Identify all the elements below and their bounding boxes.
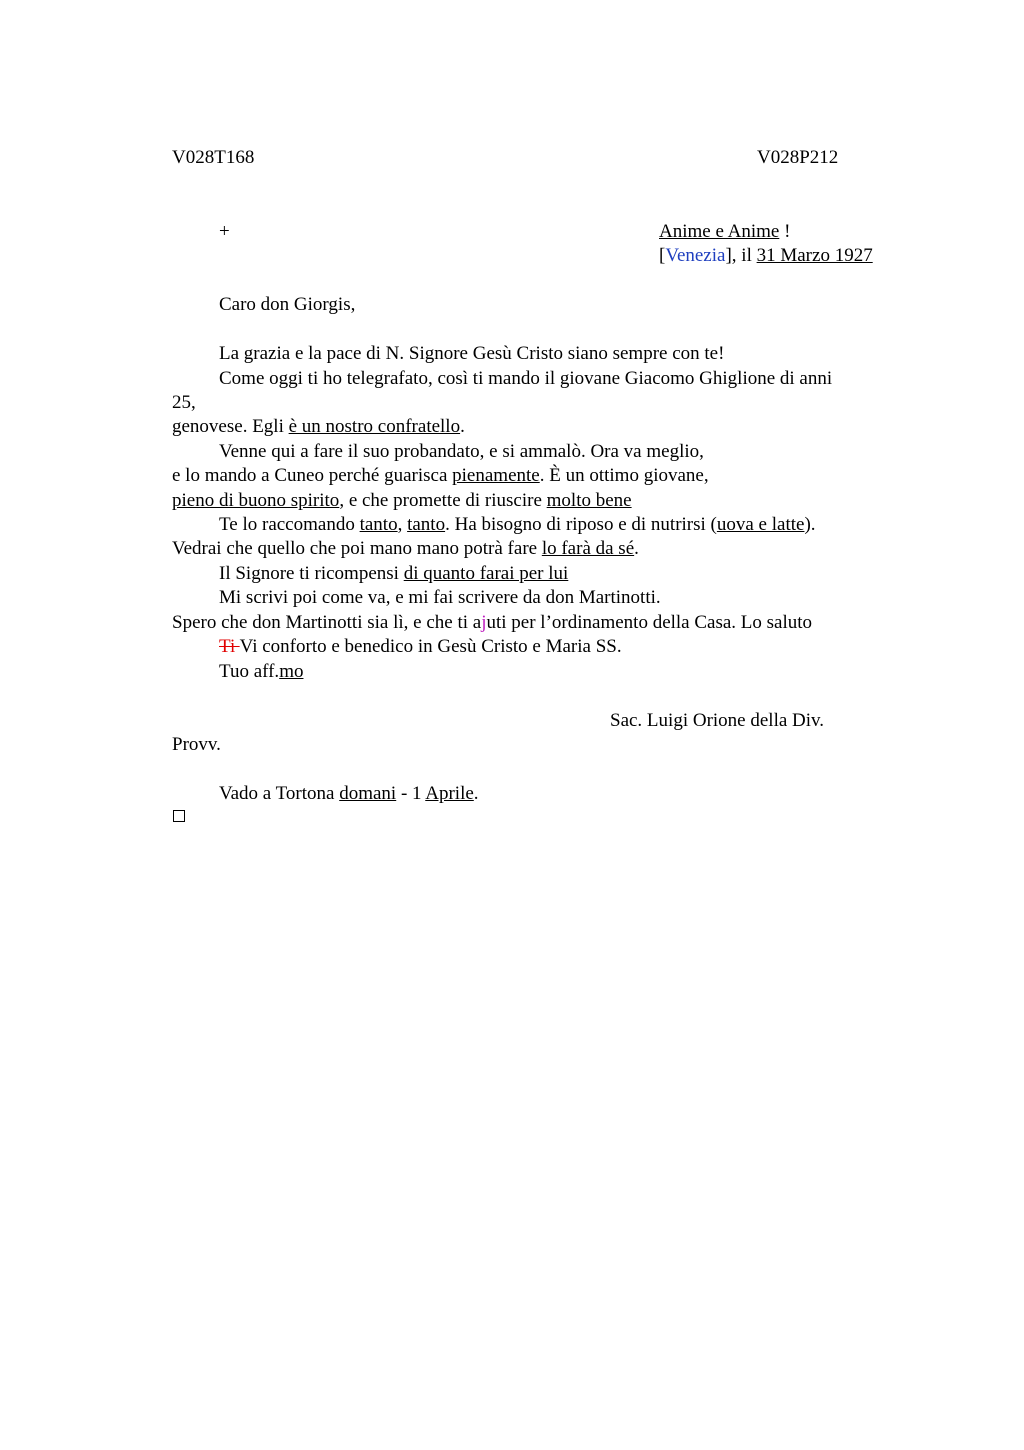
text: , (397, 514, 408, 535)
signature-line-2: Provv. (172, 734, 221, 755)
place-name: Venezia (665, 245, 726, 266)
text: ). (804, 514, 816, 535)
body-line-7 (172, 489, 632, 513)
body-line-12 (172, 611, 812, 635)
text: Vi conforto e benedico in Gesù Cristo e Maria SS. (239, 636, 622, 657)
body-line-8 (219, 513, 816, 537)
motto (659, 220, 790, 244)
text: . È un ottimo giovane, (539, 465, 709, 486)
text: . (634, 538, 639, 559)
signature-line-1: Sac. Luigi Orione della Div. (610, 710, 825, 731)
underlined-text: mo (279, 661, 304, 682)
text: Tuo aff. (219, 661, 280, 682)
body-line-1: La grazia e la pace di N. Signore Gesù Cristo siano sempre con te! (219, 343, 725, 364)
text: e lo mando a Cuneo perché guarisca (172, 465, 453, 486)
bracket-close: ], il (725, 245, 757, 266)
text: Il Signore ti ricompensi (219, 563, 404, 584)
body-line-14 (219, 660, 303, 684)
underlined-text: uova e latte (716, 514, 805, 535)
page-code-left: V028T168 (172, 147, 255, 168)
motto-punct: ! (779, 221, 791, 242)
body-line-4 (172, 415, 465, 439)
underlined-text: pienamente (452, 465, 540, 486)
underlined-text: domani (339, 783, 397, 804)
cross-mark: + (219, 221, 230, 242)
underlined-text: molto bene (546, 490, 632, 511)
inserted-letter: j (481, 612, 487, 633)
underlined-text: lo farà da sé (541, 538, 635, 559)
text: Vado a Tortona (219, 783, 340, 804)
body-line-6 (172, 464, 709, 488)
text: Spero che don Martinotti sia lì, e che ti a (172, 612, 482, 633)
text: . (460, 416, 465, 437)
body-line-13 (219, 635, 622, 659)
underlined-text: è un nostro confratello (288, 416, 461, 437)
struck-text: Ti (219, 636, 240, 657)
text: Vedrai che quello che poi mano mano potrà fare (172, 538, 542, 559)
postscript (219, 782, 479, 806)
bracket-open: [ (659, 245, 666, 266)
body-line-10 (219, 562, 568, 586)
text: genovese. Egli (172, 416, 289, 437)
salutation: Caro don Giorgis, (219, 294, 356, 315)
underlined-text: di quanto farai per lui (403, 563, 569, 584)
text: uti per l’ordinamento della Casa. Lo saluto (486, 612, 813, 633)
text: . (473, 783, 479, 804)
page-code-right: V028P212 (757, 147, 839, 168)
body-line-2: Come oggi ti ho telegrafato, così ti mando il giovane Giacomo Ghiglione di anni (219, 368, 833, 389)
text: , e che promette di riuscire (339, 490, 547, 511)
motto-text: Anime e Anime (659, 221, 780, 242)
letter-date: 31 Marzo 1927 (756, 245, 873, 266)
text: . Ha bisogno di riposo e di nutrirsi ( (445, 514, 717, 535)
text: Te lo raccomando (219, 514, 360, 535)
body-line-3: 25, (172, 392, 196, 413)
underlined-text: Aprile (425, 783, 474, 804)
end-square-icon (173, 810, 185, 822)
underlined-text: tanto (407, 514, 446, 535)
underlined-text: pieno di buono spirito (172, 490, 340, 511)
underlined-text: tanto (359, 514, 398, 535)
body-line-11: Mi scrivi poi come va, e mi fai scrivere da don Martinotti. (219, 587, 661, 608)
text: - 1 (396, 783, 426, 804)
place-date (659, 244, 873, 268)
body-line-5: Venne qui a fare il suo probandato, e si ammalò. Ora va meglio, (219, 441, 704, 462)
body-line-9 (172, 537, 639, 561)
